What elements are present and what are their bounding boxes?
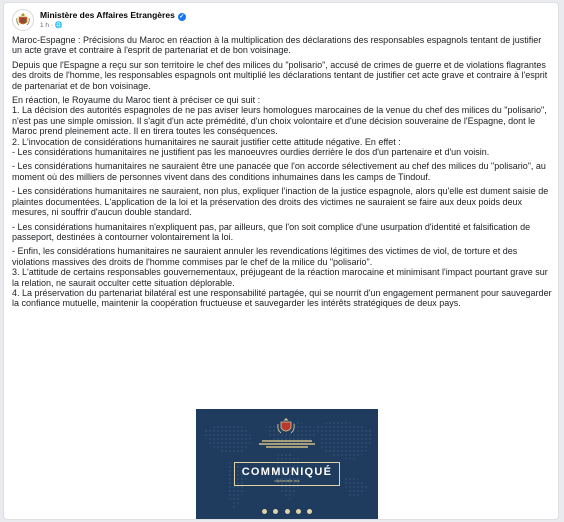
- communique-title: COMMUNIQUÉ: [241, 466, 333, 478]
- post-meta: [40, 21, 63, 29]
- twitter-icon: [273, 509, 278, 514]
- communique-website: diplomatie.ma: [274, 478, 300, 483]
- coat-of-arms-icon: [15, 12, 31, 28]
- post-time[interactable]: 1 h: [40, 22, 50, 29]
- post-paragraph: Depuis que l'Espagne a reçu sur son territoire le chef des milices du "polisario", accusé de crimes de guerre et de violations flagrantes des droits de l'homme, les responsables espagnols ont multiplié les déclarations tentant de justifier cet acte grave et contraire à l'esprit de partenariat et de bon voisinage.: [12, 59, 548, 91]
- post-paragraph: - Les considérations humanitaires ne justifient pas les manoeuvres ourdies derrière le dos d'un partenaire et d'un voisin.: [12, 147, 490, 158]
- post-paragraph: - Les considérations humanitaires ne sauraient, non plus, expliquer l'inaction de la justice espagnole, alors qu'elle est dument saisie de plaintes documentées. L'application de la loi et la préservation des droits des victimes ne sauraient se faire aux deux poids deux mesures, ni souffrir d'aucun double standard.: [12, 186, 549, 218]
- instagram-icon: [285, 509, 290, 514]
- post-text: [12, 35, 552, 309]
- youtube-icon: [296, 509, 301, 514]
- communique-box: [234, 462, 340, 486]
- post-paragraph: - Enfin, les considérations humanitaires ne sauraient annuler les revendications légitimes des victimes de viol, de torture et des violations massives des droits de l'homme commises par le chef de la milice du "polisario".: [12, 246, 518, 267]
- post-paragraph: En réaction, le Royaume du Maroc tient à préciser ce qui suit :: [12, 95, 261, 106]
- post-paragraph: - Les considérations humanitaires n'expliquent pas, par ailleurs, que l'on soit complice d'une usurpation d'identité et falsification de passeport, destinées à contourner volontairement la loi.: [12, 221, 531, 242]
- emblem-icon: [275, 417, 297, 437]
- page-name[interactable]: Ministère des Affaires Etrangères ✓: [40, 10, 185, 20]
- post-paragraph: 1. La décision des autorités espagnoles de ne pas aviser leurs homologues marocaines de la venue du chef des milices du "polisario", n'est pas une simple omission. Il s'agit d'un acte prémédité, d'un choix volontaire et d'une décision souveraine de l'Espagne, dont le Maroc prend pleinement acte. Il en tirera toutes les conséquences.: [12, 105, 547, 137]
- post-header: [12, 9, 552, 33]
- facebook-icon: [262, 509, 267, 514]
- post-paragraph: 4. La préservation du partenariat bilatéral est une responsabilité partagée, qui se nourrit d'un engagement permanent pour sauvegarder la confiance mutuelle, maintenir la coopération fructueuse et sauvegarder les intérêts stratégiques de deux pays.: [12, 287, 552, 309]
- page-avatar[interactable]: [12, 9, 34, 31]
- linkedin-icon: [307, 509, 312, 514]
- social-icons: [262, 509, 312, 515]
- ministry-caption: [256, 439, 318, 449]
- post-paragraph: - Les considérations humanitaires ne sauraient être une panacée que l'on accorde sélectivement au chef des milices du "polisario", au moment où des milliers de personnes vivent dans des conditions inhumaines dans les camps de Tindouf.: [12, 161, 546, 182]
- facebook-post: [3, 2, 559, 520]
- post-paragraph: Maroc-Espagne : Précisions du Maroc en réaction à la multiplication des déclarations des responsables espagnols tentant de justifier un acte grave et contraire à l'esprit de partenariat et de bon voisinage.: [12, 35, 542, 56]
- post-paragraph: 2. L'invocation de considérations humanitaires ne saurait justifier cette attitude négative. En effet :: [12, 136, 401, 147]
- communique-image[interactable]: [196, 409, 378, 520]
- post-paragraph: 3. L'attitude de certains responsables gouvernementaux, préjugeant de la réaction marocaine et minimisant l'impact pourtant grave sur la relation, ne saurait occulter cette situation déplorable.: [12, 267, 548, 288]
- globe-icon: · 🌐: [50, 22, 63, 29]
- verified-badge-icon: ✓: [179, 14, 185, 20]
